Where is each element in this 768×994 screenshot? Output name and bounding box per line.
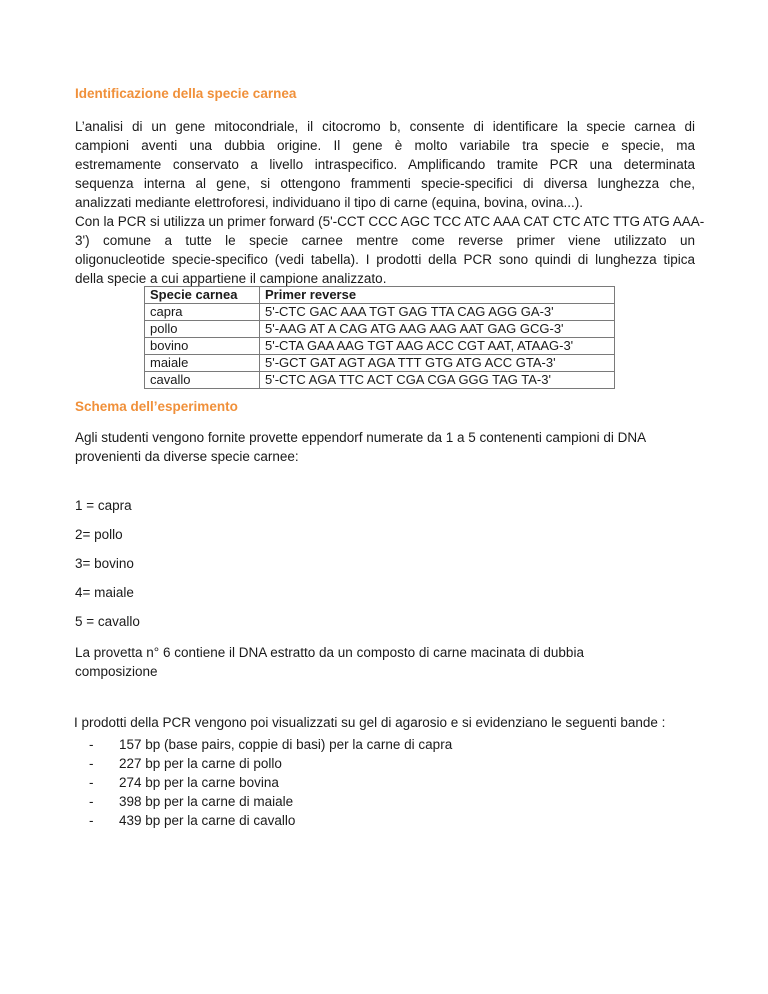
sample-item: 3= bovino (75, 556, 134, 571)
primer-cell: 5'-CTA GAA AAG TGT AAG ACC CGT AAT, ATAAG-3' (260, 338, 615, 355)
bands-list (75, 735, 452, 830)
species-cell: bovino (145, 338, 260, 355)
sample-item: 5 = cavallo (75, 614, 140, 629)
paragraph-line: analizzati mediante elettroforesi, individuano il tipo di carne (equina, bovina, ovina...). (75, 195, 584, 210)
paragraph-line: estremamente conservato a livello intraspecifico. Amplificando tramite PCR una determinata (75, 157, 695, 172)
bullet-dash: - (89, 794, 94, 809)
paragraph-line: Con la PCR si utilizza un primer forward (5'-CCT CCC AGC TCC ATC AAA CAT CTC ATC TTG ATG AAA- (75, 214, 705, 229)
paragraph-line: Agli studenti vengono fornite provette eppendorf numerate da 1 a 5 contenenti campioni di DNA (75, 430, 647, 445)
paragraph-line: oligonucleotide specie-specifico (vedi tabella). I prodotti della PCR sono quindi di lunghezza tipica (75, 252, 695, 267)
bullet-dash: - (89, 756, 94, 771)
column-header-primer: Primer reverse (260, 287, 615, 304)
primer-cell: 5'-AAG AT A CAG ATG AAG AAG AAT GAG GCG-3' (260, 321, 615, 338)
sample-item: 4= maiale (75, 585, 134, 600)
bullet-dash: - (89, 775, 94, 790)
species-cell: maiale (145, 355, 260, 372)
table-header-row (145, 287, 615, 304)
primer-table (144, 286, 615, 389)
bullet-dash: - (89, 813, 94, 828)
primer-cell: 5'-CTC AGA TTC ACT CGA CGA GGG TAG TA-3' (260, 372, 615, 389)
section-title-schema: Schema dell’esperimento (75, 399, 238, 414)
primer-cell: 5'-CTC GAC AAA TGT GAG TTA CAG AGG GA-3' (260, 304, 615, 321)
paragraph-line: campioni aventi una dubbia origine. Il gene è molto variabile tra specie e specie, ma (75, 138, 695, 153)
primer-cell: 5'-GCT GAT AGT AGA TTT GTG ATG ACC GTA-3' (260, 355, 615, 372)
sample-item: 1 = capra (75, 498, 132, 513)
table-row (145, 338, 615, 355)
band-text: 274 bp per la carne bovina (119, 775, 279, 790)
band-text: 227 bp per la carne di pollo (119, 756, 282, 771)
species-cell: capra (145, 304, 260, 321)
intro-paragraph (75, 117, 705, 288)
experiment-intro (75, 428, 695, 466)
table-row (145, 372, 615, 389)
list-item (75, 735, 452, 754)
list-item (75, 773, 452, 792)
paragraph-line: L’analisi di un gene mitocondriale, il citocromo b, consente di identificare la specie carnea di (75, 119, 695, 134)
paragraph-line: della specie a cui appartiene il campione analizzato. (75, 271, 387, 286)
table-row (145, 355, 615, 372)
list-item (75, 811, 452, 830)
table-row (145, 321, 615, 338)
species-cell: pollo (145, 321, 260, 338)
table-row (145, 304, 615, 321)
sample-item: 2= pollo (75, 527, 123, 542)
species-cell: cavallo (145, 372, 260, 389)
band-text: 157 bp (base pairs, coppie di basi) per la carne di capra (119, 737, 453, 752)
paragraph-line: 3') comune a tutte le specie carnee mentre come reverse primer viene utilizzato un (75, 233, 695, 248)
bands-intro: I prodotti della PCR vengono poi visualizzati su gel di agarosio e si evidenziano le seguenti bande : (74, 715, 666, 730)
paragraph-line: sequenza interna al gene, si ottengono frammenti specie-specifici di diversa lunghezza che, (75, 176, 695, 191)
bullet-dash: - (89, 737, 94, 752)
paragraph-line: composizione (75, 664, 158, 679)
band-text: 439 bp per la carne di cavallo (119, 813, 296, 828)
sample6-paragraph (75, 643, 695, 681)
paragraph-line: provenienti da diverse specie carnee: (75, 449, 299, 464)
band-text: 398 bp per la carne di maiale (119, 794, 294, 809)
list-item (75, 754, 452, 773)
section-title-identificazione: Identificazione della specie carnea (75, 86, 297, 101)
list-item (75, 792, 452, 811)
paragraph-line: La provetta n° 6 contiene il DNA estratto da un composto di carne macinata di dubbia (75, 645, 584, 660)
column-header-species: Specie carnea (145, 287, 260, 304)
